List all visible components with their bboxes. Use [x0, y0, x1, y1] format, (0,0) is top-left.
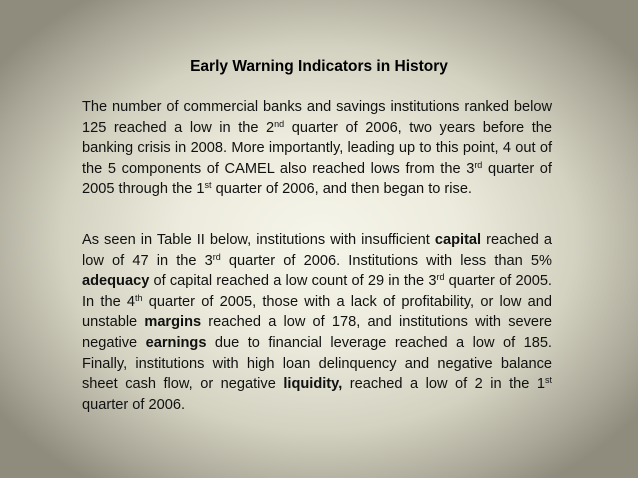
p2-text-3: quarter of 2006. Institutions with less than 5%: [220, 252, 552, 269]
paragraph-bank-rankings: [82, 97, 552, 200]
p2-sup-4: st: [545, 375, 553, 386]
p2-sup-3: th: [135, 292, 143, 303]
p2-bold-liquidity: liquidity,: [283, 376, 343, 393]
p2-bold-capital: capital: [434, 232, 482, 248]
p2-text-10: quarter of 2006.: [82, 396, 186, 413]
p2-text-9: reached a low of 2 in the 1: [342, 376, 545, 393]
p2-text-8: due to financial leverage reached a low of 185. Finally, institutions with high loan delinquency and negative balance sheet cash flow, or negative: [82, 334, 552, 393]
p2-bold-adequacy: adequacy: [82, 273, 150, 290]
p1-text-3: quarter of 2005 through the 1: [82, 160, 552, 198]
paragraph-camel-components: [82, 230, 552, 415]
p2-text-5: quarter of 2005. In the 4: [82, 273, 552, 310]
p2-text-2: reached a low of 47 in the 3: [82, 232, 552, 269]
p2-text-6: quarter of 2005, those with a lack of profitability, or low and unstable: [82, 293, 552, 331]
p2-sup-1: rd: [212, 251, 221, 262]
p2-bold-margins: margins: [144, 314, 202, 331]
p2-text-7: reached a low of 178, and institutions with severe negative: [82, 314, 552, 351]
p1-sup-1: nd: [274, 118, 285, 129]
p1-text-2: quarter of 2006, two years before the banking crisis in 2008. More importantly, leading up to this point, 4 out of the 5 components of CAMEL also reached lows from the 3: [82, 119, 552, 177]
p1-text-4: quarter of 2006, and then began to rise.: [211, 181, 472, 198]
p1-text-1: The number of commercial banks and savings institutions ranked below 125 reached a low in the 2: [82, 99, 552, 136]
p2-bold-earnings: earnings: [145, 334, 207, 351]
p2-text-4: of capital reached a low count of 29 in the 3: [149, 273, 437, 290]
p1-sup-2: rd: [474, 159, 483, 170]
p2-text-1: As seen in Table II below, institutions with insufficient: [82, 232, 435, 248]
p2-sup-2: rd: [436, 272, 445, 283]
p1-sup-3: st: [204, 180, 212, 191]
slide-title: Early Warning Indicators in History: [190, 58, 448, 75]
